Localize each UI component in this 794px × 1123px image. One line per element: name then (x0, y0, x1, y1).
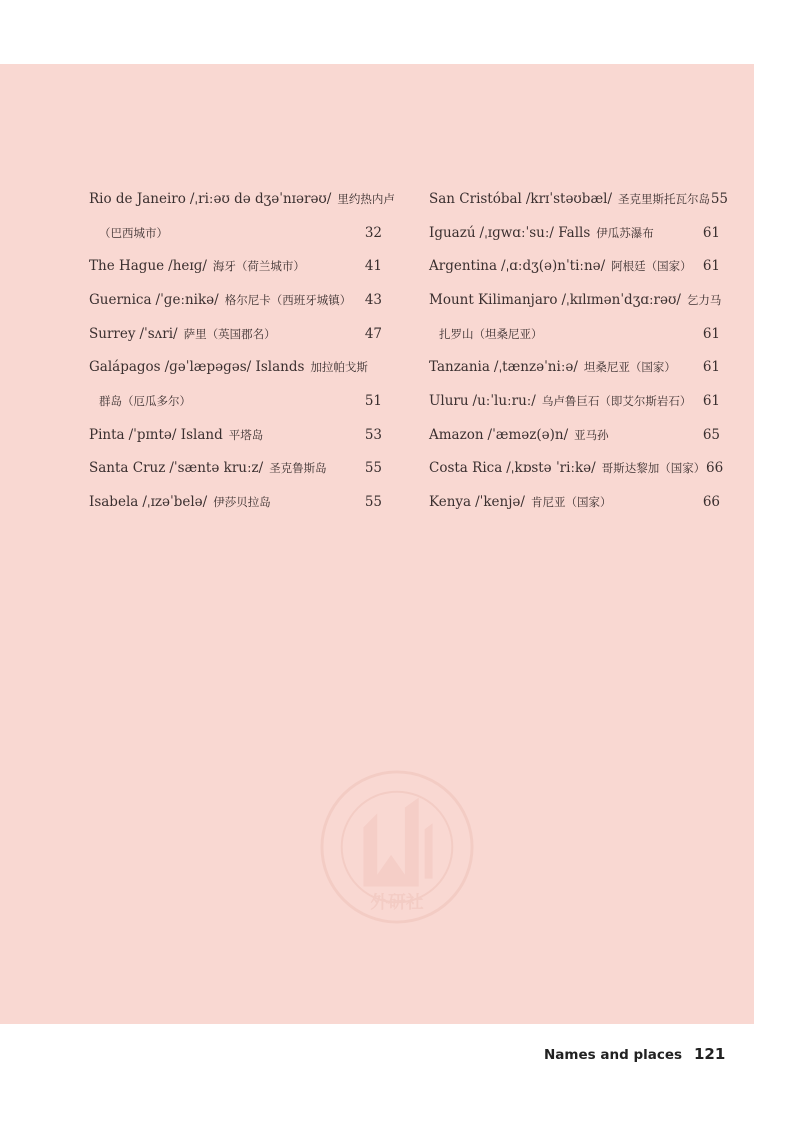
chinese-name: 乞力马 (686, 292, 722, 307)
list-item (89, 350, 382, 384)
place-name: Costa Rica (429, 460, 503, 477)
page-ref: 53 (364, 426, 382, 443)
pronunciation: /ˈkenjə/ (475, 494, 525, 511)
list-item (429, 384, 720, 418)
page-ref: 47 (364, 325, 382, 342)
page-ref: 32 (364, 224, 382, 241)
page-ref: 61 (702, 224, 720, 241)
page-ref: 55 (364, 460, 382, 477)
list-item (429, 216, 720, 250)
left-column (89, 182, 395, 519)
place-name: Surrey (89, 325, 136, 342)
list-item (429, 418, 720, 452)
pronunciation: /ˌɪzəˈbelə/ (142, 494, 208, 511)
list-item (89, 216, 382, 250)
page-ref: 41 (364, 258, 382, 275)
section-title: Names and places (544, 1047, 683, 1063)
chinese-name: 乌卢鲁巨石（即艾尔斯岩石） (541, 393, 692, 408)
pronunciation: /ɡəˈlæpəɡəs/ Islands (164, 359, 305, 376)
pronunciation: /ˌkɒstə ˈriːkə/ (506, 460, 596, 477)
chinese-name: 扎罗山（坦桑尼亚） (439, 326, 543, 341)
list-item (89, 317, 382, 351)
place-name: Iguazú (429, 224, 476, 241)
page-ref: 55 (364, 494, 382, 511)
pronunciation: /ˈæməz(ə)n/ (487, 426, 569, 443)
list-item (429, 485, 720, 519)
place-name: Uluru (429, 392, 469, 409)
place-name: Guernica (89, 291, 152, 308)
list-item (429, 452, 724, 486)
list-item (89, 384, 382, 418)
chinese-name: 萨里（英国郡名） (183, 326, 276, 341)
pronunciation: /ˌɪɡwɑːˈsuː/ Falls (479, 224, 591, 241)
place-name: Tanzania (429, 359, 490, 376)
chinese-name: 肯尼亚（国家） (530, 495, 612, 510)
chinese-name: 阿根廷（国家） (611, 259, 692, 274)
place-name: Mount Kilimanjaro (429, 291, 558, 308)
place-name: Pinta (89, 426, 125, 443)
pronunciation: /heɪɡ/ (168, 258, 207, 275)
chinese-name: 圣克鲁斯岛 (269, 461, 327, 476)
page-ref: 55 (710, 190, 728, 207)
place-name: San Cristóbal (429, 190, 522, 207)
list-item (89, 283, 382, 317)
pronunciation: /ˈsæntə kruːz/ (169, 460, 264, 477)
list-item (89, 249, 382, 283)
publisher-seal-icon (318, 768, 476, 926)
chinese-name: 哥斯达黎加（国家） (601, 461, 706, 476)
place-name: Galápagos (89, 359, 161, 376)
list-item (429, 350, 720, 384)
list-item (429, 249, 720, 283)
watermark-text: 外研社 (370, 893, 424, 914)
place-name: Isabela (89, 494, 139, 511)
place-name: Argentina (429, 258, 498, 275)
pronunciation: /krɪˈstəʊbæl/ (525, 190, 612, 207)
place-name: The Hague (89, 258, 165, 275)
page-ref: 61 (702, 359, 720, 376)
pronunciation: /ˌtænzəˈniːə/ (493, 359, 578, 376)
page-ref: 66 (706, 460, 724, 477)
list-item (89, 485, 382, 519)
pronunciation: /ˌkɪlɪmənˈdʒɑːrəʊ/ (561, 291, 681, 308)
pronunciation: /ˈpɪntə/ Island (128, 426, 223, 443)
page-ref: 61 (702, 258, 720, 275)
page-ref: 51 (364, 392, 382, 409)
pronunciation: /ˈɡeːnikə/ (155, 291, 219, 308)
page-ref: 66 (702, 494, 720, 511)
list-item (89, 452, 382, 486)
chinese-name: 亚马孙 (574, 427, 609, 442)
place-name: Kenya (429, 494, 472, 511)
chinese-name: 群岛（厄瓜多尔） (99, 393, 191, 408)
chinese-name: 加拉帕戈斯 (310, 360, 368, 375)
chinese-name: 里约热内卢 (337, 191, 395, 206)
right-column (429, 182, 728, 519)
chinese-name: 格尔尼卡（西班牙城镇） (224, 292, 352, 307)
place-name: Rio de Janeiro (89, 190, 186, 207)
page-ref: 43 (364, 291, 382, 308)
chinese-name: 圣克里斯托瓦尔岛 (618, 191, 710, 206)
page-ref: 61 (702, 325, 720, 342)
pronunciation: /ˌɑːdʒ(ə)nˈtiːnə/ (501, 258, 606, 275)
chinese-name: 伊瓜苏瀑布 (596, 225, 654, 240)
page-number: 121 (694, 1045, 726, 1063)
pronunciation: /ˌriːəʊ də dʒəˈnɪərəʊ/ (189, 190, 332, 207)
list-item (89, 182, 395, 216)
list-item (429, 182, 728, 216)
place-name: Santa Cruz (89, 460, 166, 477)
place-name: Amazon (429, 426, 484, 443)
chinese-name: 坦桑尼亚（国家） (583, 360, 676, 375)
pronunciation: /uːˈluːruː/ (472, 392, 536, 409)
chinese-name: 平塔岛 (228, 427, 264, 442)
chinese-name: 海牙（荷兰城市） (212, 259, 305, 274)
list-item (89, 418, 382, 452)
page-ref: 65 (702, 426, 720, 443)
list-item (429, 317, 720, 351)
page-ref: 61 (702, 392, 720, 409)
pronunciation: /ˈsʌri/ (139, 325, 178, 342)
chinese-name: 伊莎贝拉岛 (213, 495, 271, 510)
list-item (429, 283, 720, 317)
chinese-name: （巴西城市） (99, 225, 168, 240)
